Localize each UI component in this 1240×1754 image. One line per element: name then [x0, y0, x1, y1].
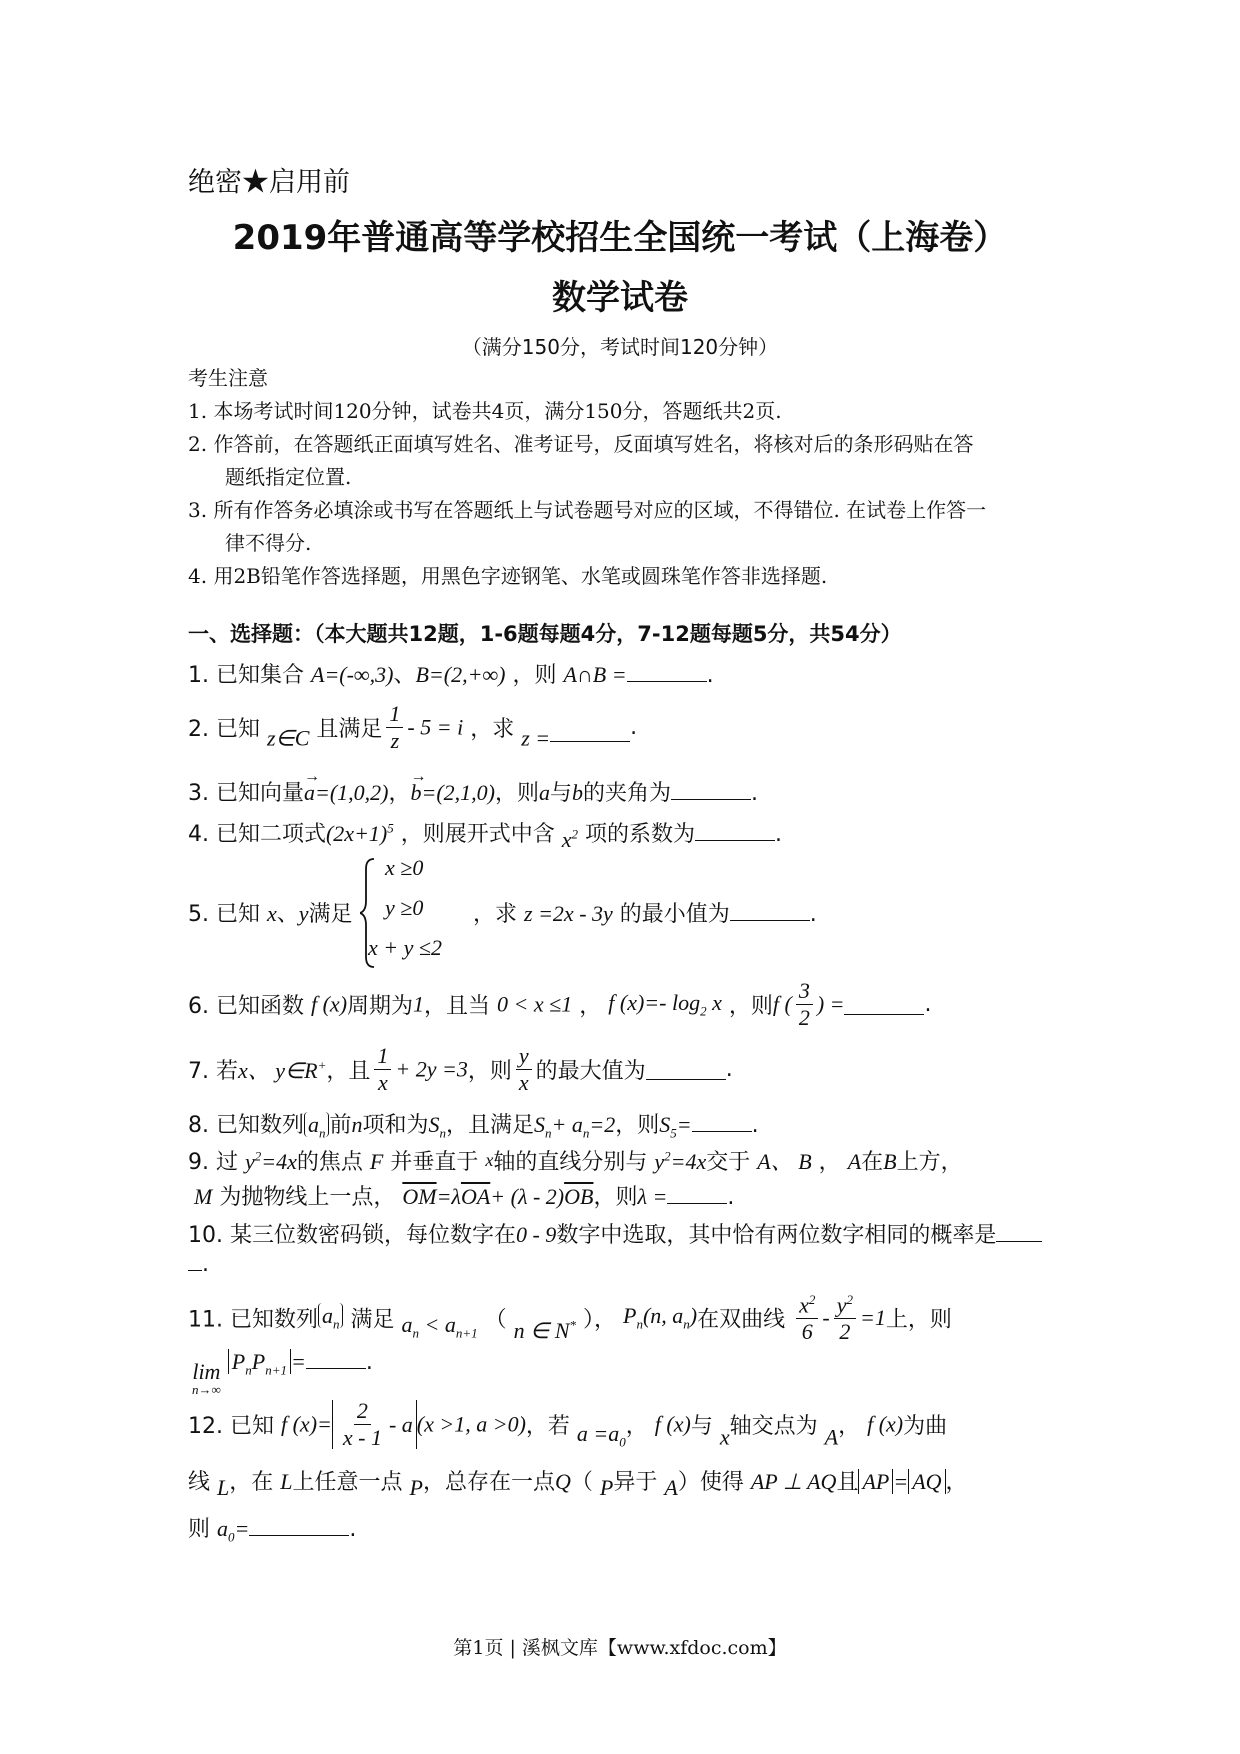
q9-text: 在: [861, 1150, 884, 1175]
fraction-3-over-2: [796, 980, 813, 1029]
fraction-x2-over-6: [796, 1293, 818, 1343]
notice-item: 3. 所有作答务必填涂或书写在答题纸上与试卷题号对应的区域，不得错位. 在试卷上作答一: [188, 498, 987, 522]
f-three-halves: f (: [772, 991, 792, 1017]
q12-text: 且: [836, 1470, 859, 1495]
perpendicular: AP ⊥ AQ: [750, 1469, 837, 1494]
q12-text: 轴交点为: [729, 1414, 818, 1439]
denominator: 2: [798, 1005, 810, 1030]
q6-text: ，: [579, 994, 602, 1019]
point-b: B: [883, 1149, 897, 1174]
q3-text: 3. 已知向量: [188, 781, 304, 806]
question-11-line2: [192, 1346, 373, 1396]
vector-oa: $\overline{OA}$: [460, 1184, 491, 1209]
q5-text: 的最小值为: [619, 902, 730, 927]
set-b: B: [415, 662, 429, 687]
answer-blank[interactable]: [692, 1109, 752, 1132]
numerator: $x^2$: [796, 1293, 818, 1319]
question-12-line1: [188, 1400, 947, 1451]
q12-text: ，: [945, 1470, 968, 1495]
q4-text: ，则展开式中含: [400, 822, 555, 847]
notice-item: 2. 作答前，在答题纸正面填写姓名、准考证号，反面填写姓名，将核对后的条形码贴在答: [188, 432, 974, 456]
q4-end: .: [775, 822, 783, 847]
q6-text: 6. 已知函数: [188, 994, 304, 1019]
fx: f (x): [867, 1411, 904, 1437]
vector-a-value: =(1,0,2): [314, 780, 389, 805]
fx: f (x): [310, 991, 348, 1017]
question-12-line2: [188, 1465, 968, 1501]
exam-title: 2019年普通高等学校招生全国统一考试（上海卷）: [232, 218, 1008, 258]
q9-end: .: [727, 1185, 735, 1210]
y-var: y: [298, 901, 309, 926]
sequence-an: $a_n$: [304, 1112, 330, 1137]
vector-om: $\overline{OM}$: [402, 1184, 437, 1209]
numerator: 1: [386, 703, 403, 728]
q12-end: .: [349, 1517, 357, 1542]
question-1: [188, 658, 714, 689]
paper-subtitle: 数学试卷: [552, 278, 688, 318]
vector-ob: $\overline{OB}$: [564, 1184, 594, 1209]
q11-text: 上，则: [885, 1307, 952, 1333]
q5-end: .: [809, 902, 817, 927]
length-aq: AQ: [908, 1469, 945, 1494]
q12-text: 上任意一点: [292, 1470, 403, 1495]
f-close: ) =: [816, 991, 845, 1017]
q8-end: .: [751, 1113, 759, 1138]
q9-text: 为抛物线上一点，: [219, 1185, 396, 1210]
digit-range: 0 - 9: [515, 1222, 557, 1247]
answer-blank[interactable]: [844, 992, 924, 1015]
question-12-line3: [188, 1512, 356, 1545]
q2-end: .: [630, 715, 638, 740]
answer-blank[interactable]: [627, 659, 707, 682]
q2-text: 2. 已知: [188, 717, 260, 742]
point-q: Q: [555, 1469, 571, 1494]
x-var: x: [266, 901, 277, 926]
constraint-2: y ≥0: [385, 895, 424, 920]
numerator: 3: [796, 980, 813, 1005]
numerator: 2: [354, 1400, 371, 1425]
q1-end: .: [706, 663, 714, 688]
question-6: [188, 980, 931, 1029]
point-m: M: [194, 1184, 213, 1209]
vector-eq: =λ: [436, 1184, 461, 1209]
q8-text: 项和为: [362, 1113, 429, 1138]
q9-text: 轴的直线分别与: [493, 1150, 648, 1175]
equation: + 2y =3: [395, 1056, 468, 1082]
xy-domain: x、 y∈R+: [237, 1057, 327, 1083]
point-a: A: [847, 1149, 862, 1174]
fraction-1-over-z: [386, 703, 403, 752]
section-heading: 一、选择题：（本大题共12题，1-6题每题4分，7-12题每题5分，共54分）: [188, 622, 902, 646]
q8-text: ，则: [615, 1113, 660, 1138]
set-a-value: =(-∞,3): [324, 662, 394, 687]
point-a: A: [664, 1475, 678, 1500]
equation: - 5 = i: [407, 714, 464, 740]
a0: $a_0=$: [217, 1516, 250, 1545]
q11-text: ），: [583, 1307, 617, 1333]
fraction-y2-over-2: [834, 1293, 856, 1343]
q9-text: 上方，: [896, 1150, 963, 1175]
x-axis-label: x: [485, 1150, 494, 1170]
q6-text: 周期为: [347, 994, 414, 1019]
points-ab: A、 B: [757, 1149, 812, 1174]
question-11: [188, 1293, 952, 1344]
question-3: [188, 768, 759, 807]
q1-text: ，则: [512, 663, 557, 688]
answer-blank[interactable]: [188, 1248, 202, 1271]
q9-text: 的焦点: [296, 1150, 363, 1175]
point-pn: $P_n(n$, $a_n$): [623, 1303, 698, 1332]
denominator: z: [390, 728, 400, 753]
constraint-1: x ≥0: [385, 855, 424, 880]
monotone: $a_n < a_{n+1}$: [401, 1312, 478, 1341]
z-eq: z =: [521, 725, 551, 751]
q9-text: ，: [818, 1150, 841, 1175]
notice-heading: 考生注意: [188, 366, 268, 390]
eq-sign: =: [893, 1469, 909, 1494]
notice-item: 4. 用2B铅笔作答选择题，用黑色字迹钢笔、水笔或圆珠笔作答非选择题.: [188, 564, 828, 588]
q8-text: 前: [329, 1113, 352, 1138]
q2-text: 且满足: [316, 717, 383, 742]
notice-item: 题纸指定位置.: [225, 465, 352, 489]
point-p: P: [409, 1475, 423, 1500]
q12-text: ，: [625, 1414, 648, 1439]
secret-label: 绝密★启用前: [188, 167, 350, 198]
q12-text: （: [570, 1470, 593, 1495]
q1-text: 1. 已知集合: [188, 663, 304, 688]
focus-f: F: [369, 1149, 384, 1174]
question-9-line2: [194, 1180, 734, 1211]
q12-text: 异于: [613, 1470, 658, 1495]
question-5-intro: [188, 897, 353, 928]
lambda-term: + (λ - 2): [490, 1184, 565, 1209]
n-natural: n ∈ N*: [513, 1317, 576, 1344]
q3-text: ，则: [495, 781, 540, 806]
sn-eq: $S_n+ a_n=2$: [534, 1112, 616, 1141]
q5-text: ，求: [473, 902, 518, 927]
intersection: A∩B =: [563, 662, 627, 687]
q5-text: 5. 已知: [188, 902, 260, 927]
answer-blank[interactable]: [695, 818, 775, 841]
numerator: 1: [374, 1045, 391, 1070]
q11-text: 在双曲线: [697, 1307, 786, 1333]
b-var: b: [572, 780, 584, 805]
q12-text: ）使得: [677, 1470, 744, 1495]
q5-text: 、: [276, 902, 299, 927]
q12-text: ，在: [229, 1470, 274, 1495]
interval: 0 < x ≤1: [497, 991, 573, 1017]
vector-b-value: =(2,1,0): [421, 780, 495, 805]
q9-text: 9. 过: [188, 1150, 238, 1175]
q9-text: 并垂直于: [390, 1150, 479, 1175]
q5-text: 满足: [308, 902, 353, 927]
q12-text: 为曲: [903, 1414, 948, 1439]
notice-item: 1. 本场考试时间120分钟，试卷共4页，满分150分，答题纸共2页.: [188, 399, 782, 423]
sequence-an: $a_n$: [318, 1303, 344, 1328]
s5: $S_5=$: [659, 1112, 692, 1141]
q7-text: ，且: [326, 1059, 371, 1084]
answer-blank[interactable]: [671, 777, 751, 800]
question-9-line1: [188, 1145, 963, 1176]
q8-text: ，且满足: [446, 1113, 535, 1138]
parabola: $y^2=4x$: [654, 1148, 707, 1174]
x-axis-label: x: [719, 1424, 730, 1450]
denominator: x: [378, 1070, 388, 1095]
denominator: 6: [801, 1319, 813, 1345]
lambda-eq: λ =: [637, 1184, 668, 1209]
answer-blank[interactable]: [550, 719, 630, 742]
answer-blank[interactable]: [730, 898, 810, 921]
length-ap: AP: [858, 1469, 893, 1494]
q3-end: .: [751, 781, 759, 806]
z-in-c: z∈C: [266, 725, 310, 751]
q12-text: 则: [188, 1517, 211, 1542]
question-10-wrap: [188, 1248, 209, 1277]
q3-text: ，: [388, 781, 411, 806]
q12-text: 与: [690, 1414, 713, 1439]
curve-l: L: [280, 1469, 293, 1494]
q9-text: ，则: [593, 1185, 638, 1210]
f12-def: f (x)=: [280, 1411, 332, 1437]
q7-text: 7. 若: [188, 1059, 238, 1084]
answer-blank[interactable]: [667, 1181, 727, 1204]
q7-text: ，则: [467, 1059, 512, 1084]
question-2: [188, 703, 637, 752]
q12-text: ，若: [525, 1414, 570, 1439]
q12-text: 线: [188, 1470, 211, 1495]
q11-end: .: [365, 1350, 373, 1375]
curve-l: L: [217, 1475, 230, 1500]
q4-text: 4. 已知二项式: [188, 822, 326, 847]
question-10: [188, 1218, 1042, 1249]
fraction-y-over-x: [516, 1045, 532, 1094]
a-var: a: [539, 780, 551, 805]
q4-text: 项的系数为: [585, 822, 696, 847]
q11-text: 满足: [350, 1307, 395, 1333]
denominator: x: [518, 1070, 529, 1095]
answer-blank[interactable]: [249, 1513, 349, 1536]
sn: $S_n$: [428, 1112, 447, 1141]
score-info: （满分150分，考试时间120分钟）: [461, 335, 779, 359]
hyperbola-eq: =1: [860, 1305, 886, 1331]
q12-text: 12. 已知: [188, 1414, 274, 1439]
q12-text: ，: [838, 1414, 861, 1439]
q3-text: 与: [550, 781, 573, 806]
numerator: $y^2$: [834, 1293, 856, 1319]
parabola: $y^2=4x$: [244, 1148, 297, 1174]
eq-sign: =: [290, 1349, 306, 1374]
q6-end: .: [924, 992, 932, 1017]
answer-blank[interactable]: [996, 1219, 1042, 1242]
question-7: [188, 1045, 733, 1094]
n-var: n: [351, 1112, 363, 1137]
q11-text: （: [484, 1307, 507, 1333]
notice-item: 律不得分.: [225, 531, 312, 555]
vector-a: → a: [303, 768, 320, 805]
numerator: y: [516, 1045, 532, 1070]
vector-b: → b: [410, 768, 427, 805]
question-8: [188, 1108, 759, 1141]
binomial: (2x+1): [325, 821, 388, 846]
constraint-3: x + y ≤2: [368, 935, 442, 960]
q2-text: ，求: [470, 717, 515, 742]
q8-text: 8. 已知数列: [188, 1113, 304, 1138]
q6-text: ，则: [728, 994, 773, 1019]
answer-blank[interactable]: [306, 1346, 366, 1369]
separator: 、: [393, 663, 416, 688]
question-4: [188, 817, 782, 853]
set-a: A: [310, 662, 325, 687]
q7-text: 的最大值为: [535, 1059, 646, 1084]
limit: lim n→∞: [192, 1359, 221, 1397]
q10-end: .: [202, 1252, 209, 1277]
q9-text: 交于: [706, 1150, 751, 1175]
denominator: 2: [839, 1319, 851, 1345]
domain: (x >1, a >0): [416, 1411, 526, 1437]
binomial-exponent: 5: [387, 820, 394, 836]
x-squared: $x^2$: [561, 826, 579, 852]
fx-def: f (x)=- $\log_2 x$: [608, 989, 722, 1019]
abs-expression: $\frac{2}{x - 1}$ - a: [332, 1400, 417, 1449]
q12-text: ，总存在一点: [423, 1470, 556, 1495]
period: 1: [413, 991, 425, 1017]
set-b-value: =(2,+∞): [428, 662, 506, 687]
question-5-end: [473, 897, 817, 928]
denominator: x - 1: [342, 1425, 382, 1450]
q11-text: 11. 已知数列: [188, 1307, 318, 1333]
q3-text: 的夹角为: [583, 781, 672, 806]
q10-text: 10. 某三位数密码锁，每位数字在: [188, 1223, 516, 1248]
answer-blank[interactable]: [646, 1057, 726, 1080]
q6-text: ，且当: [424, 994, 491, 1019]
point-p: P: [599, 1475, 614, 1500]
fraction-1-over-x: [374, 1045, 391, 1094]
q10-text: 数字中选取，其中恰有两位数字相同的概率是: [556, 1223, 997, 1248]
point-a: A: [824, 1424, 839, 1450]
distance-pn-pn1: $P_nP_{n+1}$: [228, 1349, 291, 1374]
q7-end: .: [725, 1057, 733, 1082]
fx: f (x): [654, 1411, 691, 1437]
minus: -: [822, 1305, 830, 1331]
a-eq-a0: $a =a_0$: [576, 1420, 626, 1449]
page-footer: 第1页 | 溪枫文库【www.xfdoc.com】: [453, 1637, 787, 1659]
objective: z =2x - 3y: [524, 901, 613, 926]
